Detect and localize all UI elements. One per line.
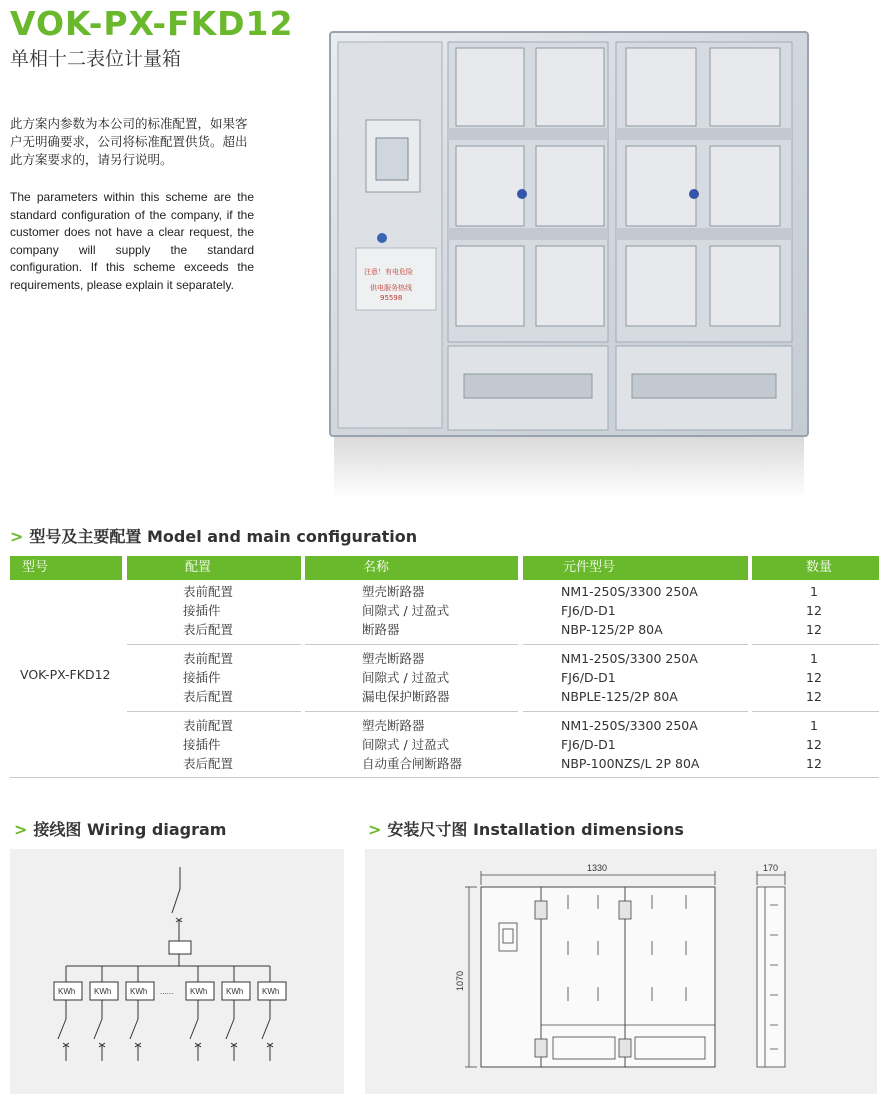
intro-text-cn: 此方案内参数为本公司的标准配置，如果客户无明确要求，公司将标准配置供货。超出此方案要求的，请另行说明。 xyxy=(10,116,248,167)
table-cell: 接插件 xyxy=(183,670,221,685)
table-cell: 表前配置 xyxy=(183,651,234,666)
model-cell: VOK-PX-FKD12 xyxy=(20,667,111,682)
depth-dimension: 170 xyxy=(763,863,779,873)
table-cell: 塑壳断路器 xyxy=(362,718,425,733)
table-cell: 塑壳断路器 xyxy=(362,651,425,666)
photo-warning-label: 注意！有电危险 xyxy=(364,268,413,276)
table-cell: NBP-125/2P 80A xyxy=(561,622,663,637)
chevron-right-icon: > xyxy=(368,820,382,839)
config-section-title xyxy=(10,524,417,547)
table-cell: 间隙式 / 过盈式 xyxy=(362,737,450,752)
table-cell: 表后配置 xyxy=(183,622,234,637)
table-cell: FJ6/D-D1 xyxy=(561,670,616,685)
table-cell: 12 xyxy=(806,756,822,771)
table-cell: 1 xyxy=(810,584,818,599)
table-cell: 断路器 xyxy=(362,622,400,637)
table-cell: 接插件 xyxy=(183,603,221,618)
install-section-title xyxy=(368,817,684,840)
wiring-section-title xyxy=(14,817,226,840)
group-divider xyxy=(127,711,301,712)
chevron-right-icon: > xyxy=(14,820,28,839)
table-cell: 间隙式 / 过盈式 xyxy=(362,670,450,685)
table-cell: FJ6/D-D1 xyxy=(561,603,616,618)
meter-label: KWh xyxy=(58,987,76,996)
group-divider xyxy=(752,644,879,645)
meter-label: KWh xyxy=(94,987,112,996)
table-cell: 12 xyxy=(806,737,822,752)
wiring-diagram-panel xyxy=(10,849,344,1094)
table-cell: 漏电保护断路器 xyxy=(362,689,450,704)
group-divider xyxy=(305,644,518,645)
photo-hotline-label: 供电服务热线 xyxy=(370,284,412,292)
meter-label: KWh xyxy=(130,987,148,996)
table-cell: NM1-250S/3300 250A xyxy=(561,584,698,599)
meter-label: KWh xyxy=(190,987,208,996)
table-cell: 12 xyxy=(806,603,822,618)
meter-label: KWh xyxy=(226,987,244,996)
intro-text-en: The parameters within this scheme are the standard configuration of the company, if the customer does not have a clear request, the company will supply the standard configuration. If this scheme exceeds the requirements, please explain it separately. xyxy=(10,190,254,292)
table-cell: 塑壳断路器 xyxy=(362,584,425,599)
table-bottom-line xyxy=(10,777,879,778)
product-photo xyxy=(326,28,812,502)
install-section-title-text: 安装尺寸图 Installation dimensions xyxy=(387,820,684,839)
install-diagram xyxy=(365,849,877,1094)
photo-hotline-number: 95598 xyxy=(380,294,403,302)
wiring-diagram xyxy=(10,849,344,1094)
group-divider xyxy=(752,711,879,712)
table-cell: NM1-250S/3300 250A xyxy=(561,651,698,666)
group-divider xyxy=(523,644,748,645)
header-qty: 数量 xyxy=(752,556,879,580)
table-cell: 12 xyxy=(806,670,822,685)
table-cell: 间隙式 / 过盈式 xyxy=(362,603,450,618)
width-dimension: 1330 xyxy=(587,863,608,873)
table-cell: 自动重合闸断路器 xyxy=(362,756,463,771)
height-dimension: 1070 xyxy=(455,970,465,991)
group-divider xyxy=(523,711,748,712)
table-cell: 接插件 xyxy=(183,737,221,752)
table-cell: 12 xyxy=(806,689,822,704)
table-cell: NM1-250S/3300 250A xyxy=(561,718,698,733)
product-subtitle: 单相十二表位计量箱 xyxy=(10,48,182,70)
wiring-section-title-text: 接线图 Wiring diagram xyxy=(33,820,227,839)
header-name: 名称 xyxy=(305,556,518,580)
header-config: 配置 xyxy=(127,556,301,580)
meter-ellipsis: ...... xyxy=(160,987,174,996)
table-cell: FJ6/D-D1 xyxy=(561,737,616,752)
group-divider xyxy=(305,711,518,712)
chevron-right-icon: > xyxy=(10,527,24,546)
meter-label: KWh xyxy=(262,987,280,996)
table-cell: NBP-100NZS/L 2P 80A xyxy=(561,756,700,771)
table-cell: NBPLE-125/2P 80A xyxy=(561,689,678,704)
table-cell: 1 xyxy=(810,651,818,666)
header-part: 元件型号 xyxy=(523,556,748,580)
table-cell: 12 xyxy=(806,622,822,637)
group-divider xyxy=(127,644,301,645)
config-section-title-text: 型号及主要配置 Model and main configuration xyxy=(29,527,418,546)
table-cell: 表前配置 xyxy=(183,584,234,599)
table-cell: 表后配置 xyxy=(183,689,234,704)
table-cell: 表前配置 xyxy=(183,718,234,733)
table-cell: 1 xyxy=(810,718,818,733)
install-diagram-panel xyxy=(365,849,877,1094)
product-title: VOK-PX-FKD12 xyxy=(10,4,294,43)
header-model: 型号 xyxy=(10,556,122,580)
table-cell: 表后配置 xyxy=(183,756,234,771)
